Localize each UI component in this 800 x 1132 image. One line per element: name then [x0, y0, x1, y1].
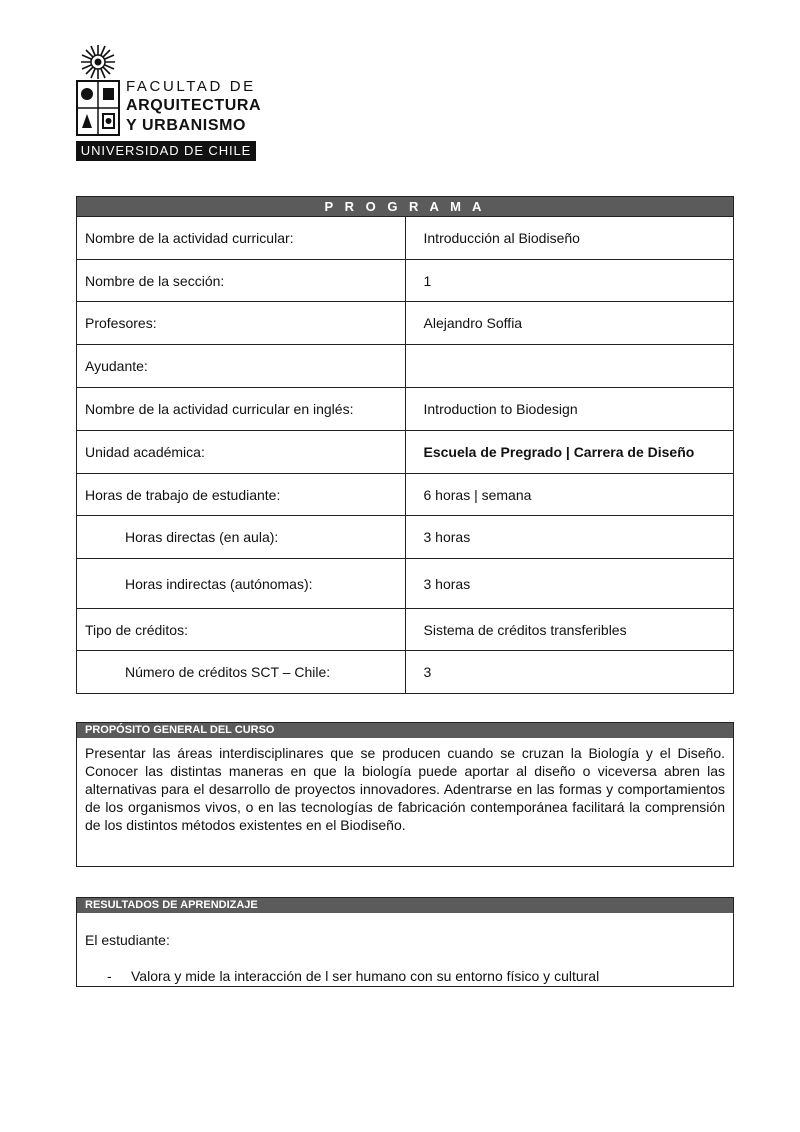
row-label: Profesores:	[77, 302, 406, 345]
resultados-title: RESULTADOS DE APRENDIZAJE	[77, 898, 733, 913]
row-label: Horas de trabajo de estudiante:	[77, 474, 406, 516]
row-label: Horas directas (en aula):	[77, 516, 406, 559]
faculty-line-1: FACULTAD DE	[126, 78, 256, 95]
table-row	[77, 260, 734, 302]
row-value: 3 horas	[405, 559, 734, 609]
faculty-name	[126, 77, 261, 136]
row-value: 3 horas	[405, 516, 734, 559]
list-item-text: Valora y mide la interacción de l ser humano con su entorno físico y cultural	[131, 968, 600, 984]
row-label: Horas indirectas (autónomas):	[77, 559, 406, 609]
resultados-intro: El estudiante:	[85, 932, 170, 948]
list-item	[85, 967, 725, 985]
table-row	[77, 302, 734, 345]
table-row	[77, 559, 734, 609]
sun-emblem-icon	[80, 44, 116, 80]
faculty-logo	[76, 44, 262, 162]
row-value: Introduction to Biodesign	[405, 388, 734, 431]
row-value: 3	[405, 651, 734, 694]
table-row	[77, 516, 734, 559]
programa-table	[76, 196, 734, 694]
proposito-section	[76, 722, 734, 867]
table-row	[77, 474, 734, 516]
row-label: Nombre de la actividad curricular:	[77, 217, 406, 260]
row-label: Número de créditos SCT – Chile:	[77, 651, 406, 694]
row-label: Nombre de la actividad curricular en inglés:	[77, 388, 406, 431]
proposito-title: PROPÓSITO GENERAL DEL CURSO	[77, 723, 733, 738]
list-bullet: -	[107, 968, 112, 984]
row-value: Alejandro Soffia	[405, 302, 734, 345]
row-label: Unidad académica:	[77, 431, 406, 474]
faculty-line-2: ARQUITECTURA	[126, 97, 262, 114]
row-value: Sistema de créditos transferibles	[405, 609, 734, 651]
row-value	[405, 345, 734, 388]
resultados-list	[85, 967, 725, 985]
proposito-text: Presentar las áreas interdisciplinares que se producen cuando se cruzan la Biología y el Diseño. Conocer las distintas maneras en que la biología puede aportar al diseño o viceversa abren las alternativas para el desarrollo de proyectos innovadores. Adentrarse en las formas y comportamientos de los organismos vivos, o en las tecnologías de fabricación contemporánea facilitará la comprensión de los distintos métodos existentes en el Biodiseño.	[85, 745, 725, 833]
table-row	[77, 609, 734, 651]
row-value: Escuela de Pregrado | Carrera de Diseño	[405, 431, 734, 474]
resultados-section	[76, 897, 734, 987]
table-row	[77, 431, 734, 474]
row-value: 1	[405, 260, 734, 302]
row-label: Ayudante:	[77, 345, 406, 388]
table-row	[77, 388, 734, 431]
faculty-line-3: Y URBANISMO	[126, 117, 247, 134]
row-label: Nombre de la sección:	[77, 260, 406, 302]
row-value: 6 horas | semana	[405, 474, 734, 516]
table-row	[77, 217, 734, 260]
row-value: Introducción al Biodiseño	[405, 217, 734, 260]
table-row	[77, 651, 734, 694]
programa-title: P R O G R A M A	[77, 197, 734, 217]
university-name: UNIVERSIDAD DE CHILE	[76, 141, 256, 161]
row-label: Tipo de créditos:	[77, 609, 406, 651]
table-row	[77, 345, 734, 388]
resultados-body	[77, 913, 733, 995]
university-crest-icon	[76, 80, 120, 136]
